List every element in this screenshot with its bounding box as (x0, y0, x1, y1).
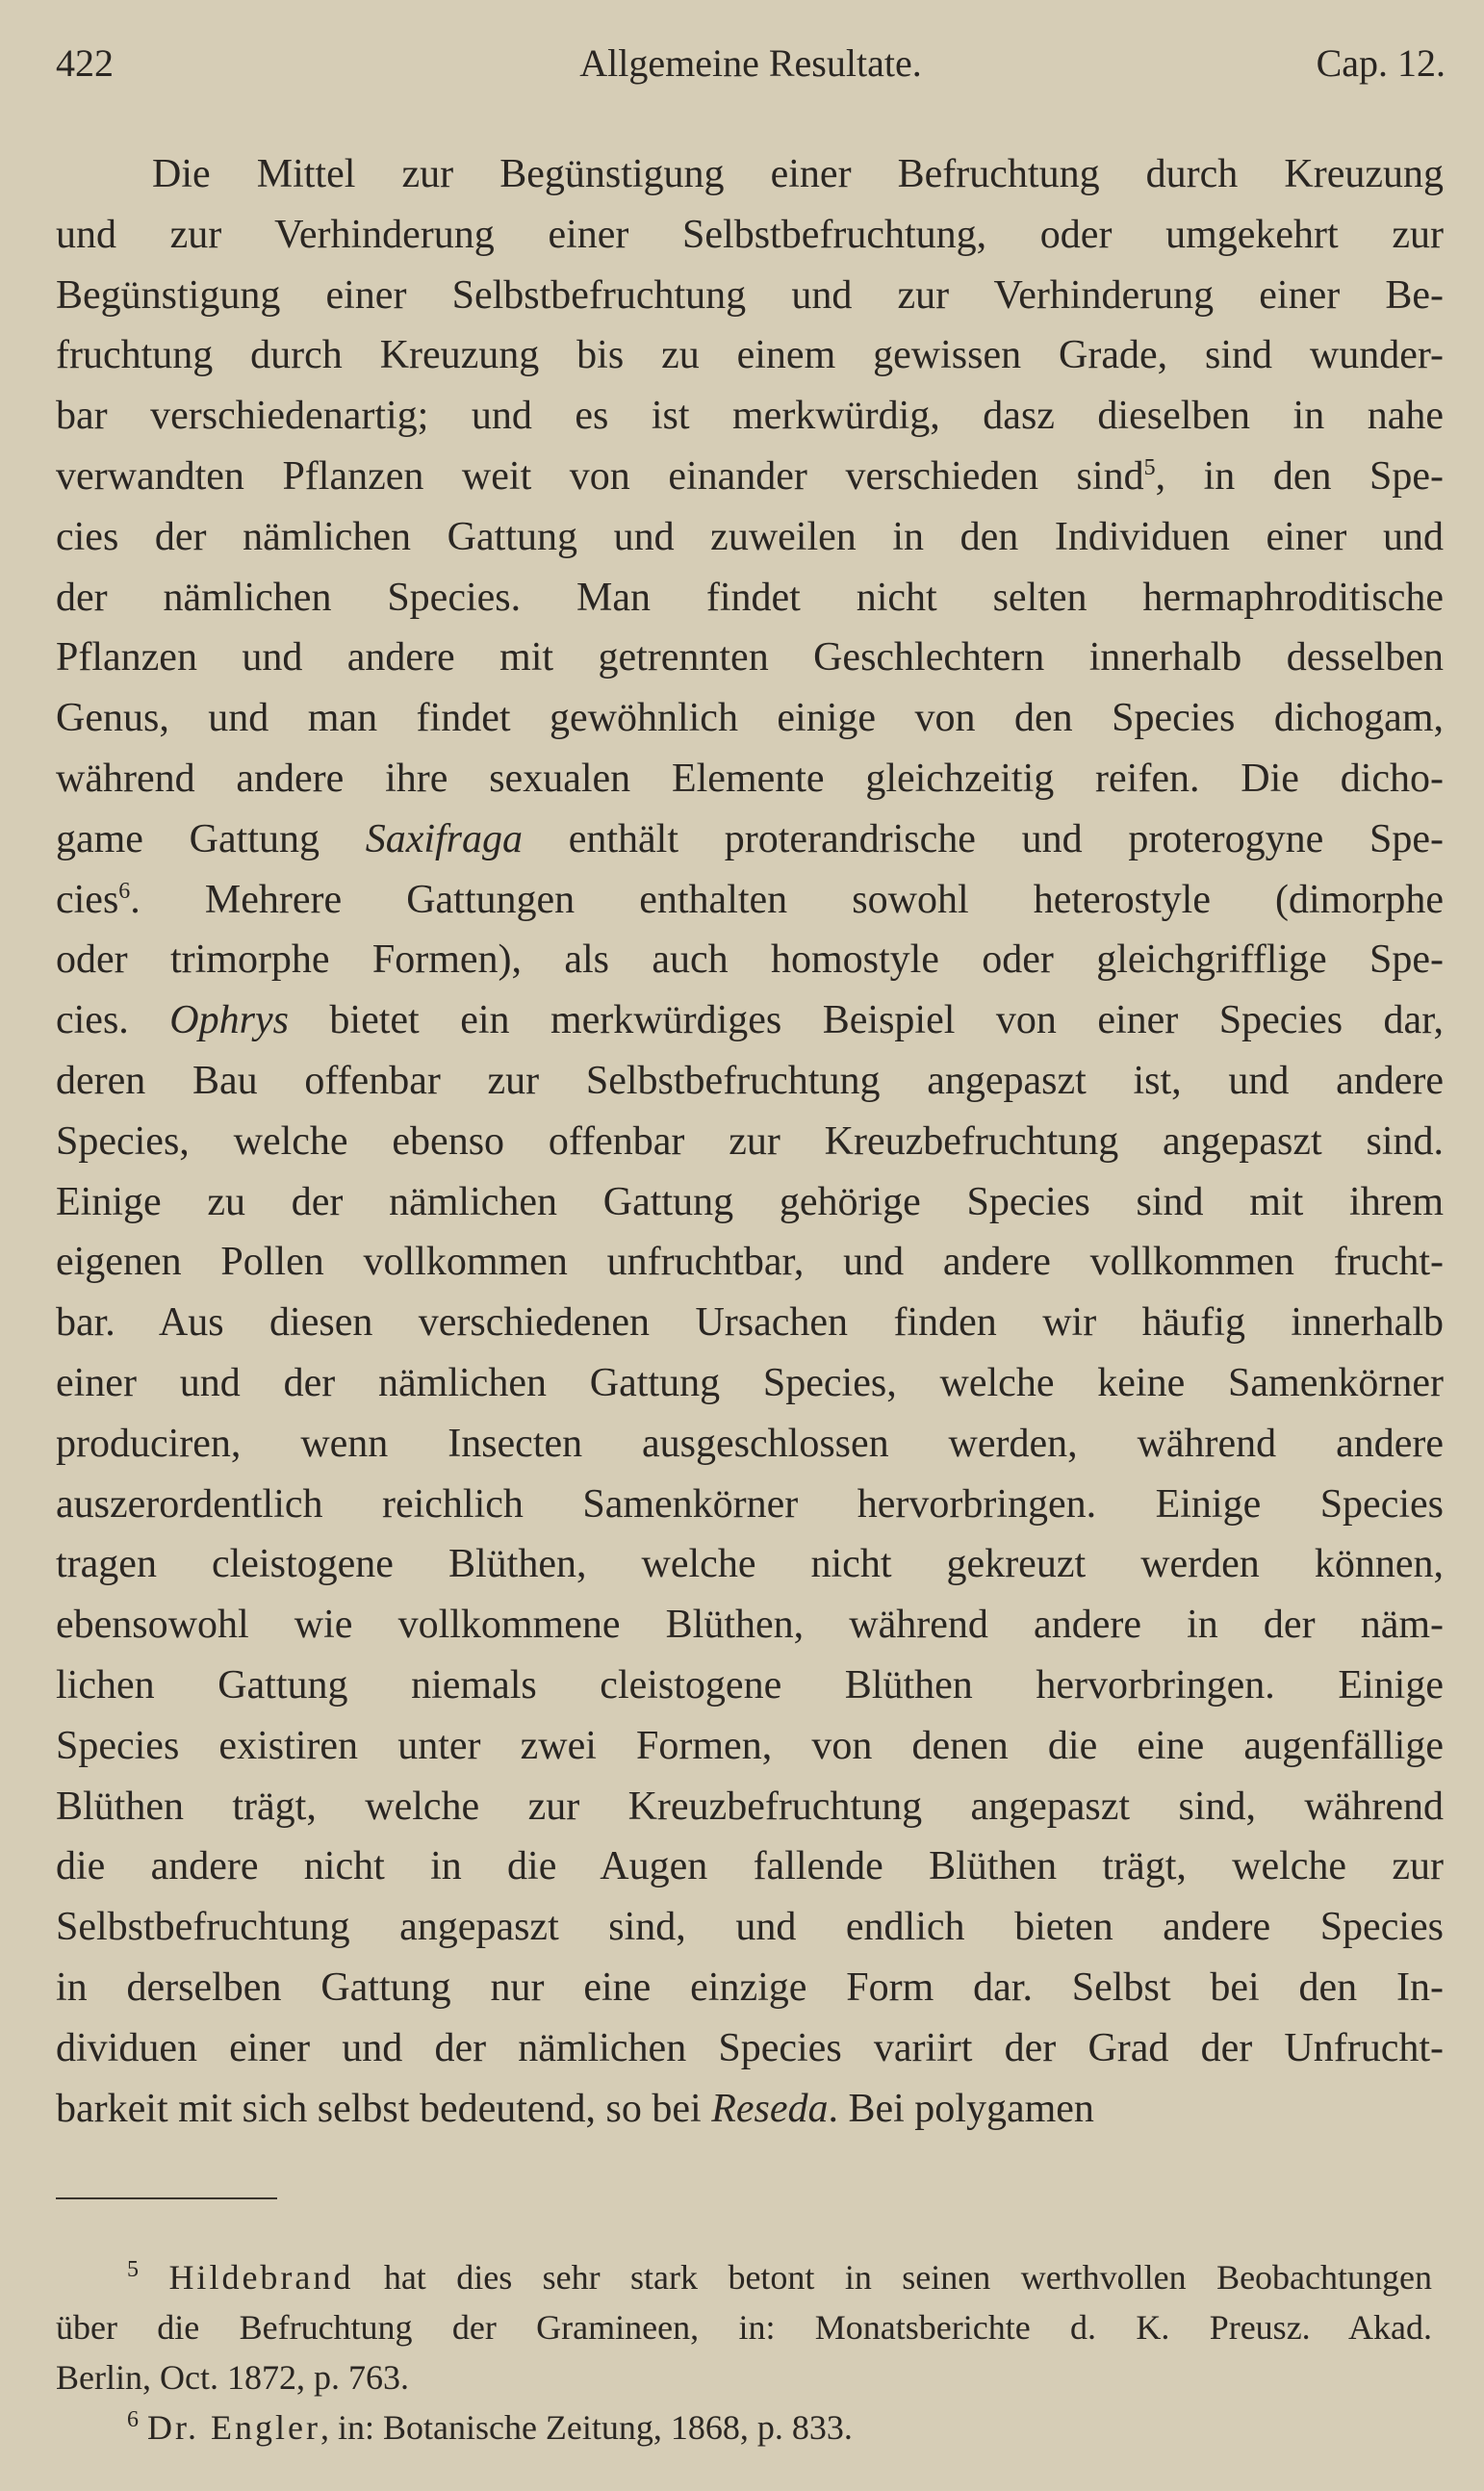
text-line: bar verschiedenartig; und es ist merkwürdig, dasz dieselben in nahe (56, 394, 1444, 439)
text-line: auszerordentlich reichlich Samenkörner hervorbringen. Einige Species (56, 1481, 1444, 1527)
text-line: tragen cleistogene Blüthen, welche nicht gekreuzt werden können, (56, 1542, 1444, 1587)
text-line: Species, welche ebenso offenbar zur Kreuzbefruchtung angepaszt sind. (56, 1118, 1444, 1164)
footnote-author: Dr. Engler (147, 2408, 320, 2447)
text-line: dividuen einer und der nämlichen Species variirt der Grad der Unfrucht- (56, 2025, 1444, 2070)
text-line: in derselben Gattung nur eine einzige Form dar. Selbst bei den In- (56, 1965, 1444, 2010)
text-line: die andere nicht in die Augen fallende Blüthen trägt, welche zur (56, 1844, 1444, 1889)
text-line (56, 809, 1444, 870)
text-span: barkeit mit sich selbst bedeutend, so bei (56, 2086, 712, 2131)
chapter-label: Cap. 12. (1316, 41, 1446, 85)
text-span: bietet ein merkwürdiges Beispiel von einer Species dar, (288, 998, 1445, 1043)
text-span: . Bei polygamen (828, 2086, 1094, 2131)
page-number: 422 (56, 41, 114, 85)
text-line: lichen Gattung niemals cleistogene Blüthen hervorbringen. Einige (56, 1662, 1444, 1708)
body-text (56, 144, 1444, 2139)
text-line: cies der nämlichen Gattung und zuweilen in den Individuen einer und (56, 514, 1444, 559)
page-header (56, 40, 1446, 98)
genus-name: Reseda (711, 2086, 829, 2131)
footnote-5 (56, 2252, 1432, 2302)
text-line: Die Mittel zur Begünstigung einer Befruchtung durch Kreuzung (152, 152, 1444, 196)
text-line: Selbstbefruchtung angepaszt sind, und endlich bieten andere Species (56, 1905, 1444, 1950)
text-line: oder trimorphe Formen), als auch homostyle oder gleichgrifflige Spe- (56, 937, 1444, 983)
text-line: einer und der nämlichen Gattung Species, welche keine Samenkörner (56, 1360, 1444, 1405)
footnote-number: 6 (127, 2407, 139, 2432)
text-line: Begünstigung einer Selbstbefruchtung und zur Verhinderung einer Be- (56, 272, 1444, 318)
text-line (56, 447, 1444, 507)
text-line (56, 2079, 1444, 2140)
text-line: der nämlichen Species. Man findet nicht selten hermaphroditische (56, 575, 1444, 620)
text-line: fruchtung durch Kreuzung bis zu einem gewissen Grade, sind wunder- (56, 333, 1444, 378)
text-line: Genus, und man findet gewöhnlich einige von den Species dichogam, (56, 696, 1444, 741)
footnote-text: hat dies sehr stark betont in seinen werthvollen Beobachtungen (353, 2258, 1432, 2297)
footnote-text: über die Befruchtung der Gramineen, in: Monatsberichte d. K. Preusz. Akad. (56, 2308, 1432, 2347)
footnote-6 (56, 2402, 1432, 2452)
footnote-divider (56, 2197, 277, 2199)
text-line: ebensowohl wie vollkommene Blüthen, während andere in der näm- (56, 1603, 1444, 1648)
footnote-text: , in: Botanische Zeitung, 1868, p. 833. (320, 2408, 853, 2447)
text-line (56, 990, 1444, 1051)
footnote-author: Hildebrand (168, 2258, 354, 2297)
genus-name: Ophrys (169, 998, 289, 1043)
footnote-ref-5[interactable]: 5 (1143, 454, 1156, 480)
text-span: cies (56, 877, 119, 922)
text-line (56, 870, 1444, 931)
text-line: Blüthen trägt, welche zur Kreuzbefruchtung angepaszt sind, während (56, 1784, 1444, 1829)
text-line: Species existiren unter zwei Formen, von denen die eine augenfällige (56, 1723, 1444, 1768)
text-line: eigenen Pollen vollkommen unfruchtbar, und andere vollkommen frucht- (56, 1240, 1444, 1285)
text-span: verwandten Pflanzen weit von einander verschieden sind (56, 453, 1144, 499)
text-span: enthält proterandrische und proterogyne Spe- (523, 816, 1444, 861)
footnote-text: Berlin, Oct. 1872, p. 763. (56, 2358, 409, 2397)
text-line: bar. Aus diesen verschiedenen Ursachen finden wir häufig innerhalb (56, 1300, 1444, 1346)
text-line: deren Bau offenbar zur Selbstbefruchtung angepaszt ist, und andere (56, 1058, 1444, 1103)
text-line: Einige zu der nämlichen Gattung gehörige Species sind mit ihrem (56, 1179, 1444, 1224)
text-span: game Gattung (56, 816, 366, 861)
running-title: Allgemeine Resultate. (579, 41, 922, 85)
text-line: produciren, wenn Insecten ausgeschlossen werden, während andere (56, 1421, 1444, 1466)
footnote-number: 5 (127, 2257, 139, 2282)
text-span: . Mehrere Gattungen enthalten sowohl heterostyle (dimorphe (130, 877, 1444, 922)
text-line: und zur Verhinderung einer Selbstbefruchtung, oder umgekehrt zur (56, 212, 1444, 257)
text-span: cies. (56, 998, 170, 1043)
text-line: Pflanzen und andere mit getrennten Geschlechtern innerhalb desselben (56, 635, 1444, 681)
footnote-ref-6[interactable]: 6 (118, 878, 131, 904)
text-span: , in den Spe- (1155, 453, 1445, 499)
footnotes (56, 2252, 1432, 2452)
text-line: während andere ihre sexualen Elemente gleichzeitig reifen. Die dicho- (56, 756, 1444, 801)
genus-name: Saxifraga (365, 816, 524, 861)
